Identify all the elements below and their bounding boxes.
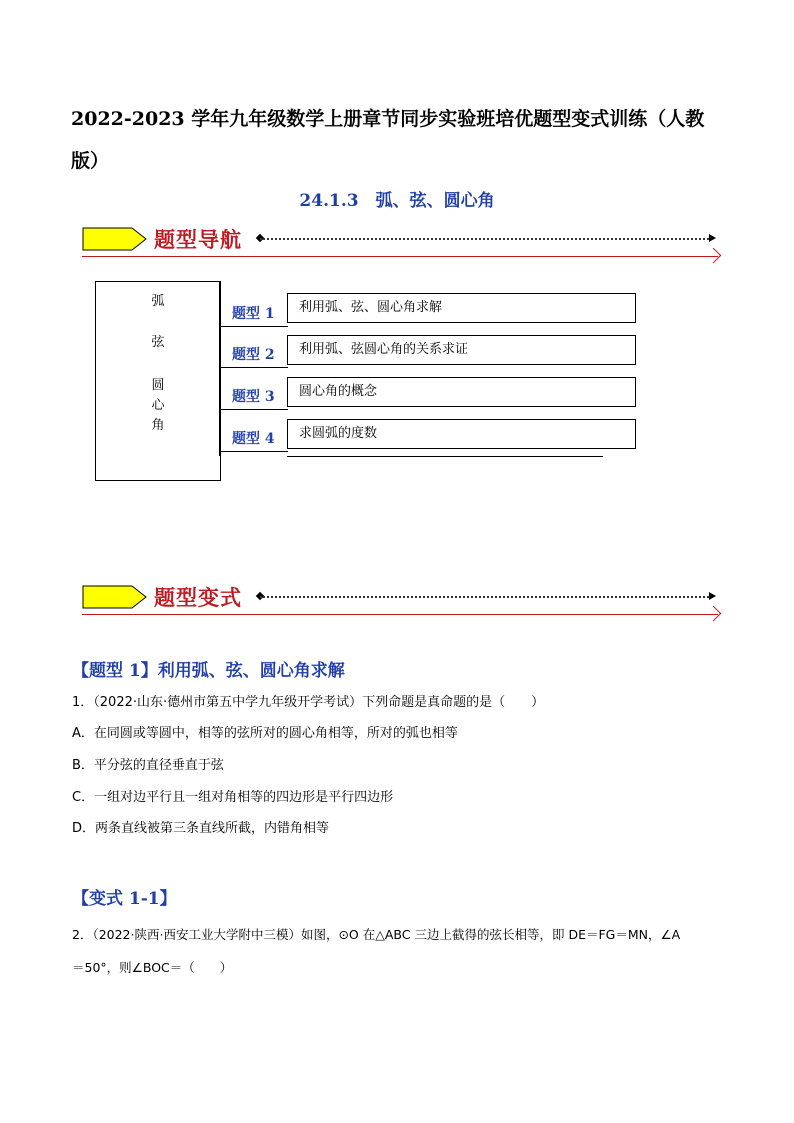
question-1-option-b: B．平分弦的直径垂直于弦 <box>72 758 224 773</box>
nav-box-char: 心 <box>151 398 165 413</box>
nav-underline <box>220 367 288 368</box>
nav-connector <box>219 282 220 456</box>
nav-underline <box>220 451 288 452</box>
yellow-arrow-badge-icon <box>82 585 148 609</box>
nav-item-tag: 题型 3 <box>232 389 275 405</box>
red-divider <box>82 614 718 615</box>
nav-topic-box <box>95 281 221 481</box>
question-1-stem: 1．（2022·山东·德州市第五中学九年级开学考试）下列命题是真命题的是（ ） <box>72 695 545 710</box>
nav-box-char: 弦 <box>151 335 165 350</box>
question-1-option-a: A．在同圆或等圆中，相等的弦所对的圆心角相等，所对的弧也相等 <box>72 726 458 741</box>
section-bar-variant <box>82 582 724 622</box>
question-2-line-1: 2．（2022·陕西·西安工业大学附中三模）如图，⊙O 在△ABC 三边上截得的弦长相等，即 DE＝FG＝MN，∠A <box>72 927 681 942</box>
yellow-arrow-badge-icon <box>82 227 148 251</box>
section-label-variant: 题型变式 <box>154 586 242 610</box>
section-bar-nav <box>82 224 724 264</box>
nav-item-box: 利用弧、弦、圆心角求解 <box>287 293 636 323</box>
question-1-option-d: D．两条直线被第三条直线所截，内错角相等 <box>72 821 330 836</box>
nav-bottom-line <box>287 456 603 457</box>
nav-item-tag: 题型 2 <box>232 347 275 363</box>
nav-item-box: 圆心角的概念 <box>287 377 636 407</box>
heading-type-1: 【题型 1】利用弧、弦、圆心角求解 <box>72 661 345 681</box>
section-subtitle: 24.1.3 弧、弦、圆心角 <box>299 191 495 211</box>
nav-item-tag: 题型 1 <box>232 306 275 322</box>
arrow-right-icon <box>709 234 716 242</box>
arrow-right-icon <box>709 592 716 600</box>
question-1-option-c: C．一组对边平行且一组对角相等的四边形是平行四边形 <box>72 790 394 805</box>
nav-box-char: 弧 <box>151 294 165 309</box>
nav-item-box: 利用弧、弦圆心角的关系求证 <box>287 335 636 365</box>
nav-item-tag: 题型 4 <box>232 431 275 447</box>
section-label-nav: 题型导航 <box>154 228 242 252</box>
nav-underline <box>220 409 288 410</box>
question-2-line-2: ＝50°，则∠BOC＝（ ） <box>72 960 233 975</box>
red-divider <box>82 256 718 257</box>
dotted-divider <box>260 238 712 240</box>
red-arrow-icon <box>706 248 722 264</box>
nav-box-char: 角 <box>151 418 165 433</box>
nav-box-char: 圆 <box>151 378 165 393</box>
nav-underline <box>220 326 288 327</box>
nav-item-box: 求圆弧的度数 <box>287 419 636 449</box>
dotted-divider <box>260 596 712 598</box>
red-arrow-icon <box>706 606 722 622</box>
document-title: 2022-2023 学年九年级数学上册章节同步实验班培优题型变式训练（人教版） <box>71 108 705 172</box>
heading-variant-1-1: 【变式 1-1】 <box>72 889 177 909</box>
